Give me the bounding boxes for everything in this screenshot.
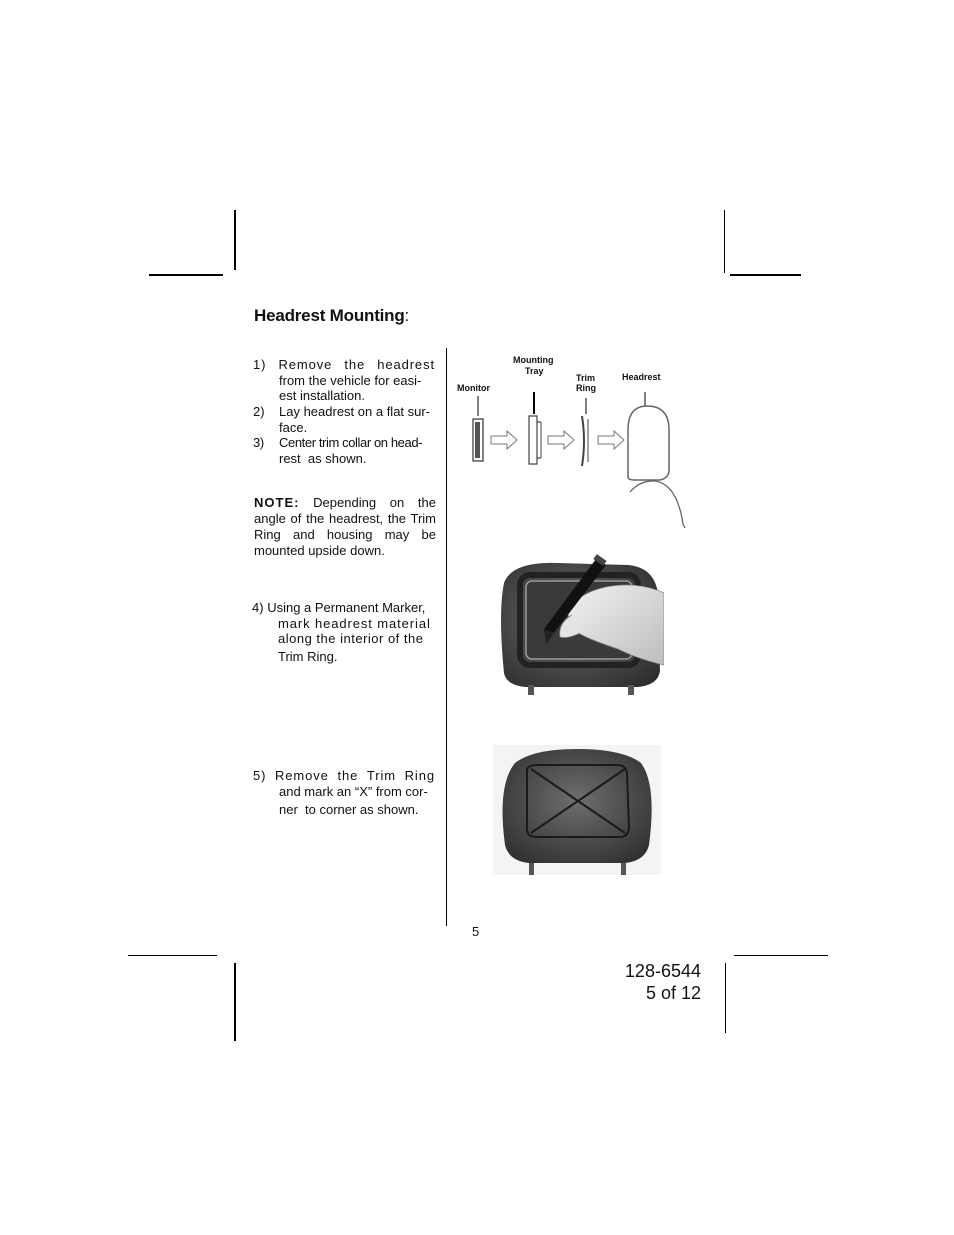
page-number: 5 xyxy=(472,924,480,939)
step-first-line xyxy=(253,768,435,784)
crop-mark xyxy=(234,210,236,270)
crop-mark xyxy=(730,274,801,276)
step-text: Center trim collar on head- xyxy=(279,435,423,450)
step-word: Trim xyxy=(366,768,396,783)
step-line: face. xyxy=(279,419,308,435)
step-line: mark headrest material xyxy=(278,615,431,631)
page-of: 5 of 12 xyxy=(645,983,701,1003)
step-5 xyxy=(253,768,435,818)
page-title-colon: : xyxy=(404,306,410,325)
step-word: the xyxy=(344,357,366,372)
step-4 xyxy=(252,600,434,664)
step-3 xyxy=(253,435,435,466)
step-number: 3) xyxy=(253,435,264,450)
crop-mark xyxy=(149,274,223,276)
step-1 xyxy=(253,357,435,404)
label-headrest: Headrest xyxy=(622,372,661,382)
step-text: Lay headrest on a flat sur- xyxy=(279,404,431,419)
step-line: rest as shown. xyxy=(279,450,367,466)
crop-mark xyxy=(724,210,725,273)
step-word: Remove xyxy=(275,768,329,783)
step-first-line xyxy=(253,404,435,420)
crop-mark xyxy=(234,963,236,1041)
label-trim-ring-line1: Trim xyxy=(576,373,596,383)
note-label: NOTE: xyxy=(254,495,300,510)
step-line: from the vehicle for easi- xyxy=(279,372,422,388)
crop-mark xyxy=(128,955,217,956)
step-first-line xyxy=(252,600,434,616)
step-line: est installation. xyxy=(279,388,365,403)
step-line: ner to corner as shown. xyxy=(279,802,419,817)
step-line: and mark an “X” from cor- xyxy=(279,783,428,799)
step-number: 5) xyxy=(253,768,267,783)
step-number: 4) xyxy=(252,600,264,615)
step-word: the xyxy=(337,768,359,783)
assembly-diagram xyxy=(455,392,695,532)
column-divider xyxy=(446,348,447,926)
step-first-line xyxy=(253,435,435,451)
document-number: 128-6544 xyxy=(624,961,701,981)
document-id xyxy=(625,960,701,1004)
crop-mark xyxy=(734,955,828,956)
page-title-text: Headrest Mounting xyxy=(254,306,405,325)
step-word: Ring xyxy=(404,768,435,783)
headrest-marking-photo xyxy=(498,553,664,695)
note-text: Depending on the angle of the headrest, the Trim Ring and housing may be mounted upside down. xyxy=(254,495,436,558)
label-trim-ring-line2: Ring xyxy=(576,383,596,393)
step-2 xyxy=(253,404,435,435)
label-monitor: Monitor xyxy=(457,383,490,393)
note-paragraph xyxy=(254,495,436,559)
step-line: Trim Ring. xyxy=(278,648,338,664)
crop-mark xyxy=(725,963,726,1033)
step-number: 2) xyxy=(253,404,265,419)
step-word: headrest xyxy=(377,357,435,372)
step-line: along the interior of the xyxy=(278,631,424,646)
step-first-line xyxy=(253,357,435,373)
label-mounting-tray-line2: Tray xyxy=(525,366,544,376)
step-text: Using a Permanent Marker, xyxy=(267,600,426,615)
headrest-x-photo xyxy=(493,745,661,875)
label-mounting-tray-line1: Mounting xyxy=(513,355,554,365)
page-title xyxy=(254,306,409,326)
step-word: Remove xyxy=(278,357,333,372)
step-number: 1) xyxy=(253,357,267,372)
